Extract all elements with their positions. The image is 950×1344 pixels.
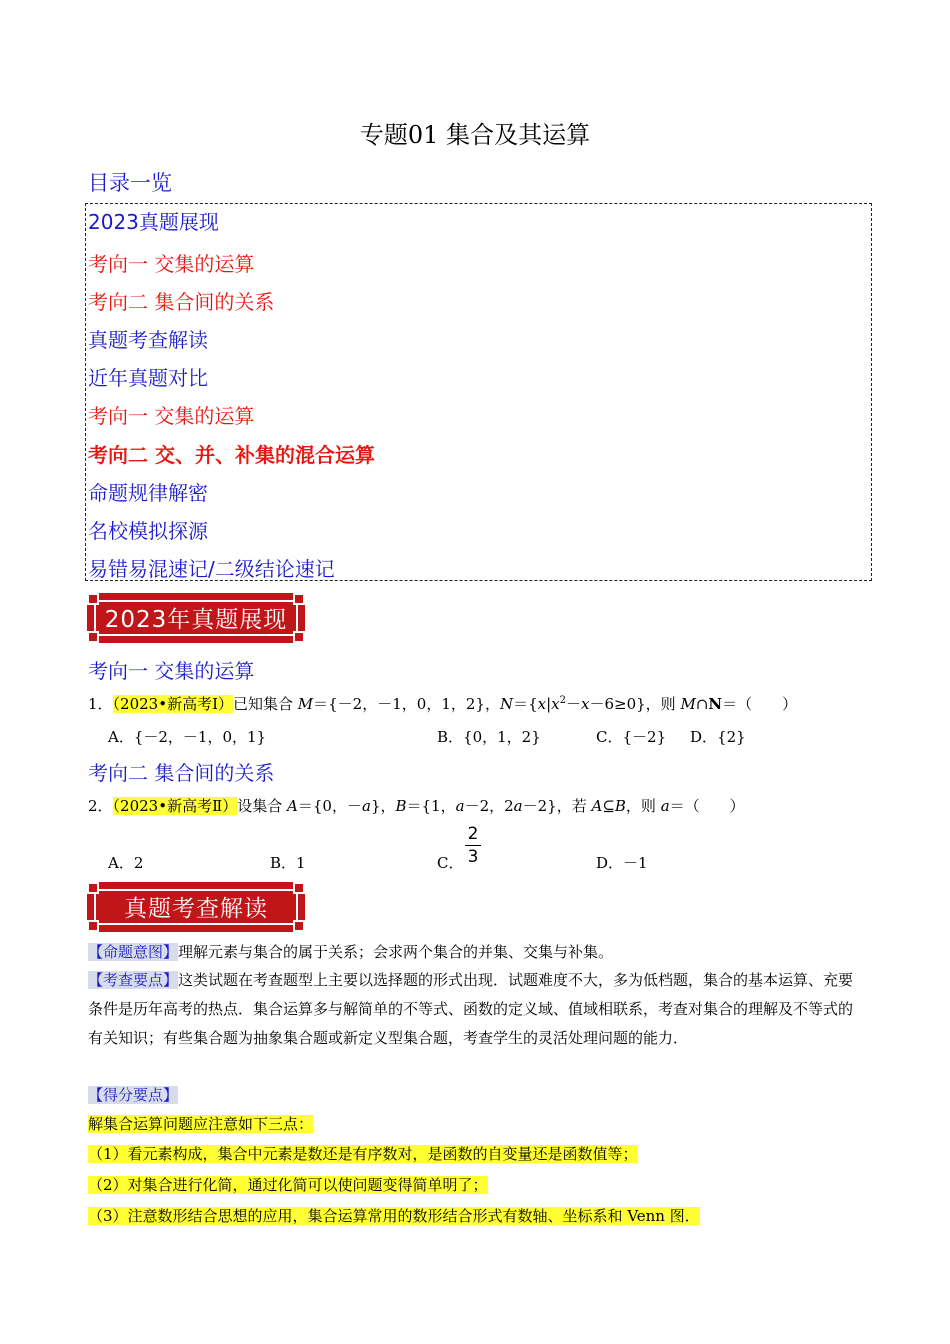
var: A [287,797,298,815]
toc-item-direction-2[interactable]: 考向二 集合间的关系 [88,290,275,314]
section-heading-2: 考向二 集合间的关系 [88,761,275,785]
toc-item-direction-2b[interactable]: 考向二 交、并、补集的混合运算 [88,443,375,467]
question-text: －2，2 [464,797,514,815]
scoring-tag-line [88,1084,178,1105]
question-text: ＝（ ） [669,797,745,815]
var: B [395,797,407,815]
question-text: ＝（ ） [722,695,798,713]
key-points-paragraph [88,966,863,1053]
scoring-line [88,1174,488,1195]
var: a [361,797,371,815]
page-title: 专题01 集合及其运算 [359,121,591,149]
toc-item-mock[interactable]: 名校模拟探源 [88,519,208,543]
question-source: （2023•新高考Ⅰ） [112,695,233,713]
scoring-line [88,1143,638,1164]
question-text: ，则 [625,797,661,815]
intent-text: 理解元素与集合的属于关系；会求两个集合的并集、交集与补集。 [178,943,614,961]
option-c[interactable]: C． [437,854,464,872]
toc-item-interpretation[interactable]: 真题考查解读 [88,328,208,352]
question-text: | [546,695,552,713]
question-2 [88,795,745,816]
question-1 [88,693,797,714]
banner-text: 真题考查解读 [124,896,268,922]
question-text: 设集合 [237,797,288,815]
question-text: －2}，若 [522,797,592,815]
question-text: ⊆ [602,797,615,815]
option-c[interactable]: C．{－2} [596,728,667,746]
var: M [297,695,314,713]
option-d[interactable]: D．－1 [596,854,648,872]
var: x [551,695,560,713]
question-source: （2023•新高考Ⅱ） [112,797,238,815]
key-points-tag: 【考查要点】 [88,971,179,989]
banner-2023 [87,593,305,643]
scoring-text: 解集合运算问题应注意如下三点： [88,1115,314,1133]
var: B [614,797,626,815]
banner-text: 2023年真题展现 [104,607,288,633]
var: x [581,695,590,713]
question-text: －6≥0}，则 [589,695,681,713]
fraction-bar [465,845,481,846]
toc-item-notes[interactable]: 易错易混速记/二级结论速记 [88,557,335,581]
option-d[interactable]: D．{2} [690,728,746,746]
var: a [455,797,465,815]
option-b[interactable]: B．1 [270,854,306,872]
toc-item-comparison[interactable]: 近年真题对比 [88,366,208,390]
toc-item-rules[interactable]: 命题规律解密 [88,481,208,505]
scoring-line [88,1205,700,1226]
question-text: ＝{ [513,695,538,713]
var: A [591,797,603,815]
intent-paragraph [88,941,613,962]
scoring-text: （3）注意数形结合思想的应用，集合运算常用的数形结合形式有数轴、坐标系和 Venn 图． [88,1207,700,1225]
scoring-text: （2）对集合进行化简，通过化简可以使问题变得简单明了； [88,1176,488,1194]
toc-item-direction-1b[interactable]: 考向一 交集的运算 [88,404,255,428]
question-text: ＝{0，－ [297,797,362,815]
fraction-numerator: 2 [467,824,479,844]
var: M [680,695,696,713]
key-points-text: 这类试题在考查题型上主要以选择题的形式出现．试题难度不大，多为低档题，集合的基本运算、充要条件是历年高考的热点．集合运算多与解简单的不等式、函数的定义域、值域相联系，考查对集合的理解及不等式的有关知识；有些集合题为抽象集合题或新定义型集合题，考查学生的灵活处理问题的能力． [88,971,854,1047]
question-text: ∩ [695,695,709,713]
question-text: 已知集合 [233,695,298,713]
banner-interpretation [87,882,305,932]
var: a [513,797,523,815]
scoring-text: （1）看元素构成，集合中元素是数还是有序数对，是函数的自变量还是函数值等； [88,1145,638,1163]
section-heading-1: 考向一 交集的运算 [88,659,255,683]
toc-item-2023[interactable]: 2023真题展现 [88,210,219,234]
var: N [499,695,514,713]
var: a [660,797,670,815]
option-a[interactable]: A．2 [108,854,144,872]
toc-item-direction-1[interactable]: 考向一 交集的运算 [88,252,255,276]
question-number: 1． [88,695,113,713]
toc-box [85,203,872,581]
question-text: ＝{1， [406,797,456,815]
option-b[interactable]: B．{0，1，2} [437,728,541,746]
scoring-line [88,1113,313,1134]
var: N [708,695,723,713]
toc-heading: 目录一览 [88,171,172,195]
option-a[interactable]: A．{－2，－1，0，1} [108,728,267,746]
scoring-tag: 【得分要点】 [88,1086,179,1104]
question-number: 2． [88,797,113,815]
question-text: }， [370,797,396,815]
fraction-denominator: 3 [467,847,479,867]
fraction [465,824,481,867]
intent-tag: 【命题意图】 [88,943,179,961]
exponent: 2 [559,695,566,706]
question-text: ＝{－2，－1，0，1，2}， [313,695,500,713]
var: x [537,695,547,713]
question-text: － [566,695,582,713]
